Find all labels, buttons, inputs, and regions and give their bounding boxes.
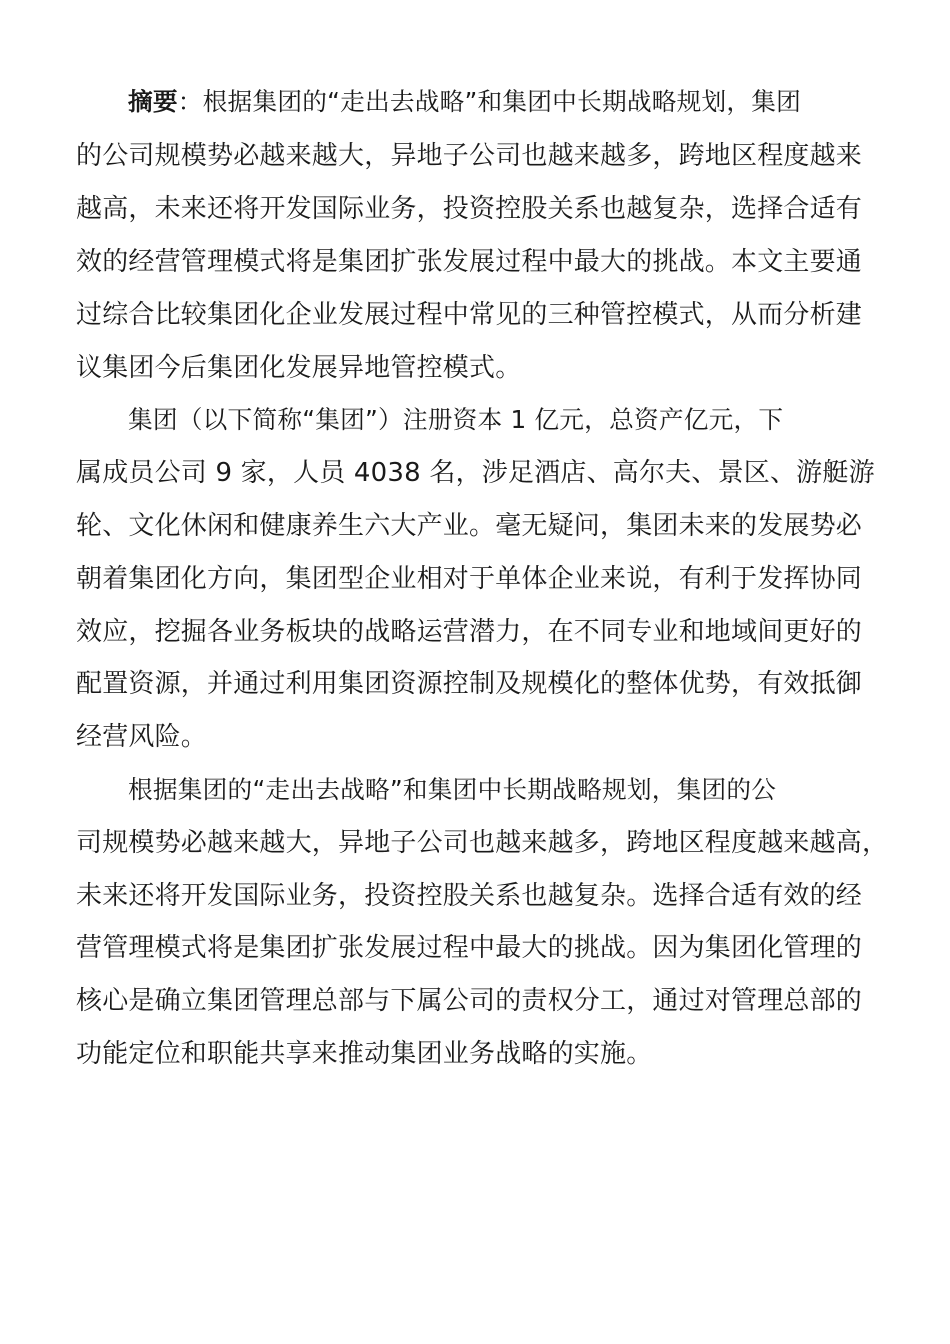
abstract-line-2: 的公司规模势必越来越大，异地子公司也越来越多，跨地区程度越来 (76, 141, 863, 171)
paragraph3-line-6: 功能定位和职能共享来推动集团业务战略的实施。 (76, 1039, 653, 1069)
paragraph2-line-3: 轮、文化休闲和健康养生六大产业。毫无疑问，集团未来的发展势必 (76, 511, 863, 541)
abstract-text: ：根据集团的“走出去战略”和集团中长期战略规划，集团 (177, 87, 802, 116)
paragraph2-line-1: 集团（以下简称“集团”）注册资本 1 亿元，总资产亿元，下 (128, 405, 784, 434)
paragraph2-line-5: 效应，挖掘各业务板块的战略运营潜力，在不同专业和地域间更好的 (76, 617, 863, 647)
abstract-line-6: 议集团今后集团化发展异地管控模式。 (76, 353, 522, 383)
paragraph3-line-5: 核心是确立集团管理总部与下属公司的责权分工，通过对管理总部的 (76, 986, 863, 1016)
abstract-line-1 (128, 86, 928, 118)
abstract-line-5: 过综合比较集团化企业发展过程中常见的三种管控模式，从而分析建 (76, 300, 863, 330)
paragraph3-line-2: 司规模势必越来越大，异地子公司也越来越多，跨地区程度越来越高， (76, 828, 889, 858)
paragraph3-line-1: 根据集团的“走出去战略”和集团中长期战略规划，集团的公 (128, 775, 777, 804)
paragraph2-line-7: 经营风险。 (76, 722, 208, 752)
abstract-line-4: 效的经营管理模式将是集团扩张发展过程中最大的挑战。本文主要通 (76, 247, 863, 277)
paragraph2-line-6: 配置资源，并通过利用集团资源控制及规模化的整体优势，有效抵御 (76, 669, 863, 699)
abstract-label: 摘要 (128, 87, 178, 116)
paragraph2-line-4: 朝着集团化方向，集团型企业相对于单体企业来说，有利于发挥协同 (76, 564, 863, 594)
paragraph3-line-3: 未来还将开发国际业务，投资控股关系也越复杂。选择合适有效的经 (76, 881, 863, 911)
paragraph2-line-2: 属成员公司 9 家，人员 4038 名，涉足酒店、高尔夫、景区、游艇游 (76, 458, 875, 488)
abstract-line-3: 越高，未来还将开发国际业务，投资控股关系也越复杂，选择合适有 (76, 194, 863, 224)
paragraph3-line-4: 营管理模式将是集团扩张发展过程中最大的挑战。因为集团化管理的 (76, 933, 863, 963)
